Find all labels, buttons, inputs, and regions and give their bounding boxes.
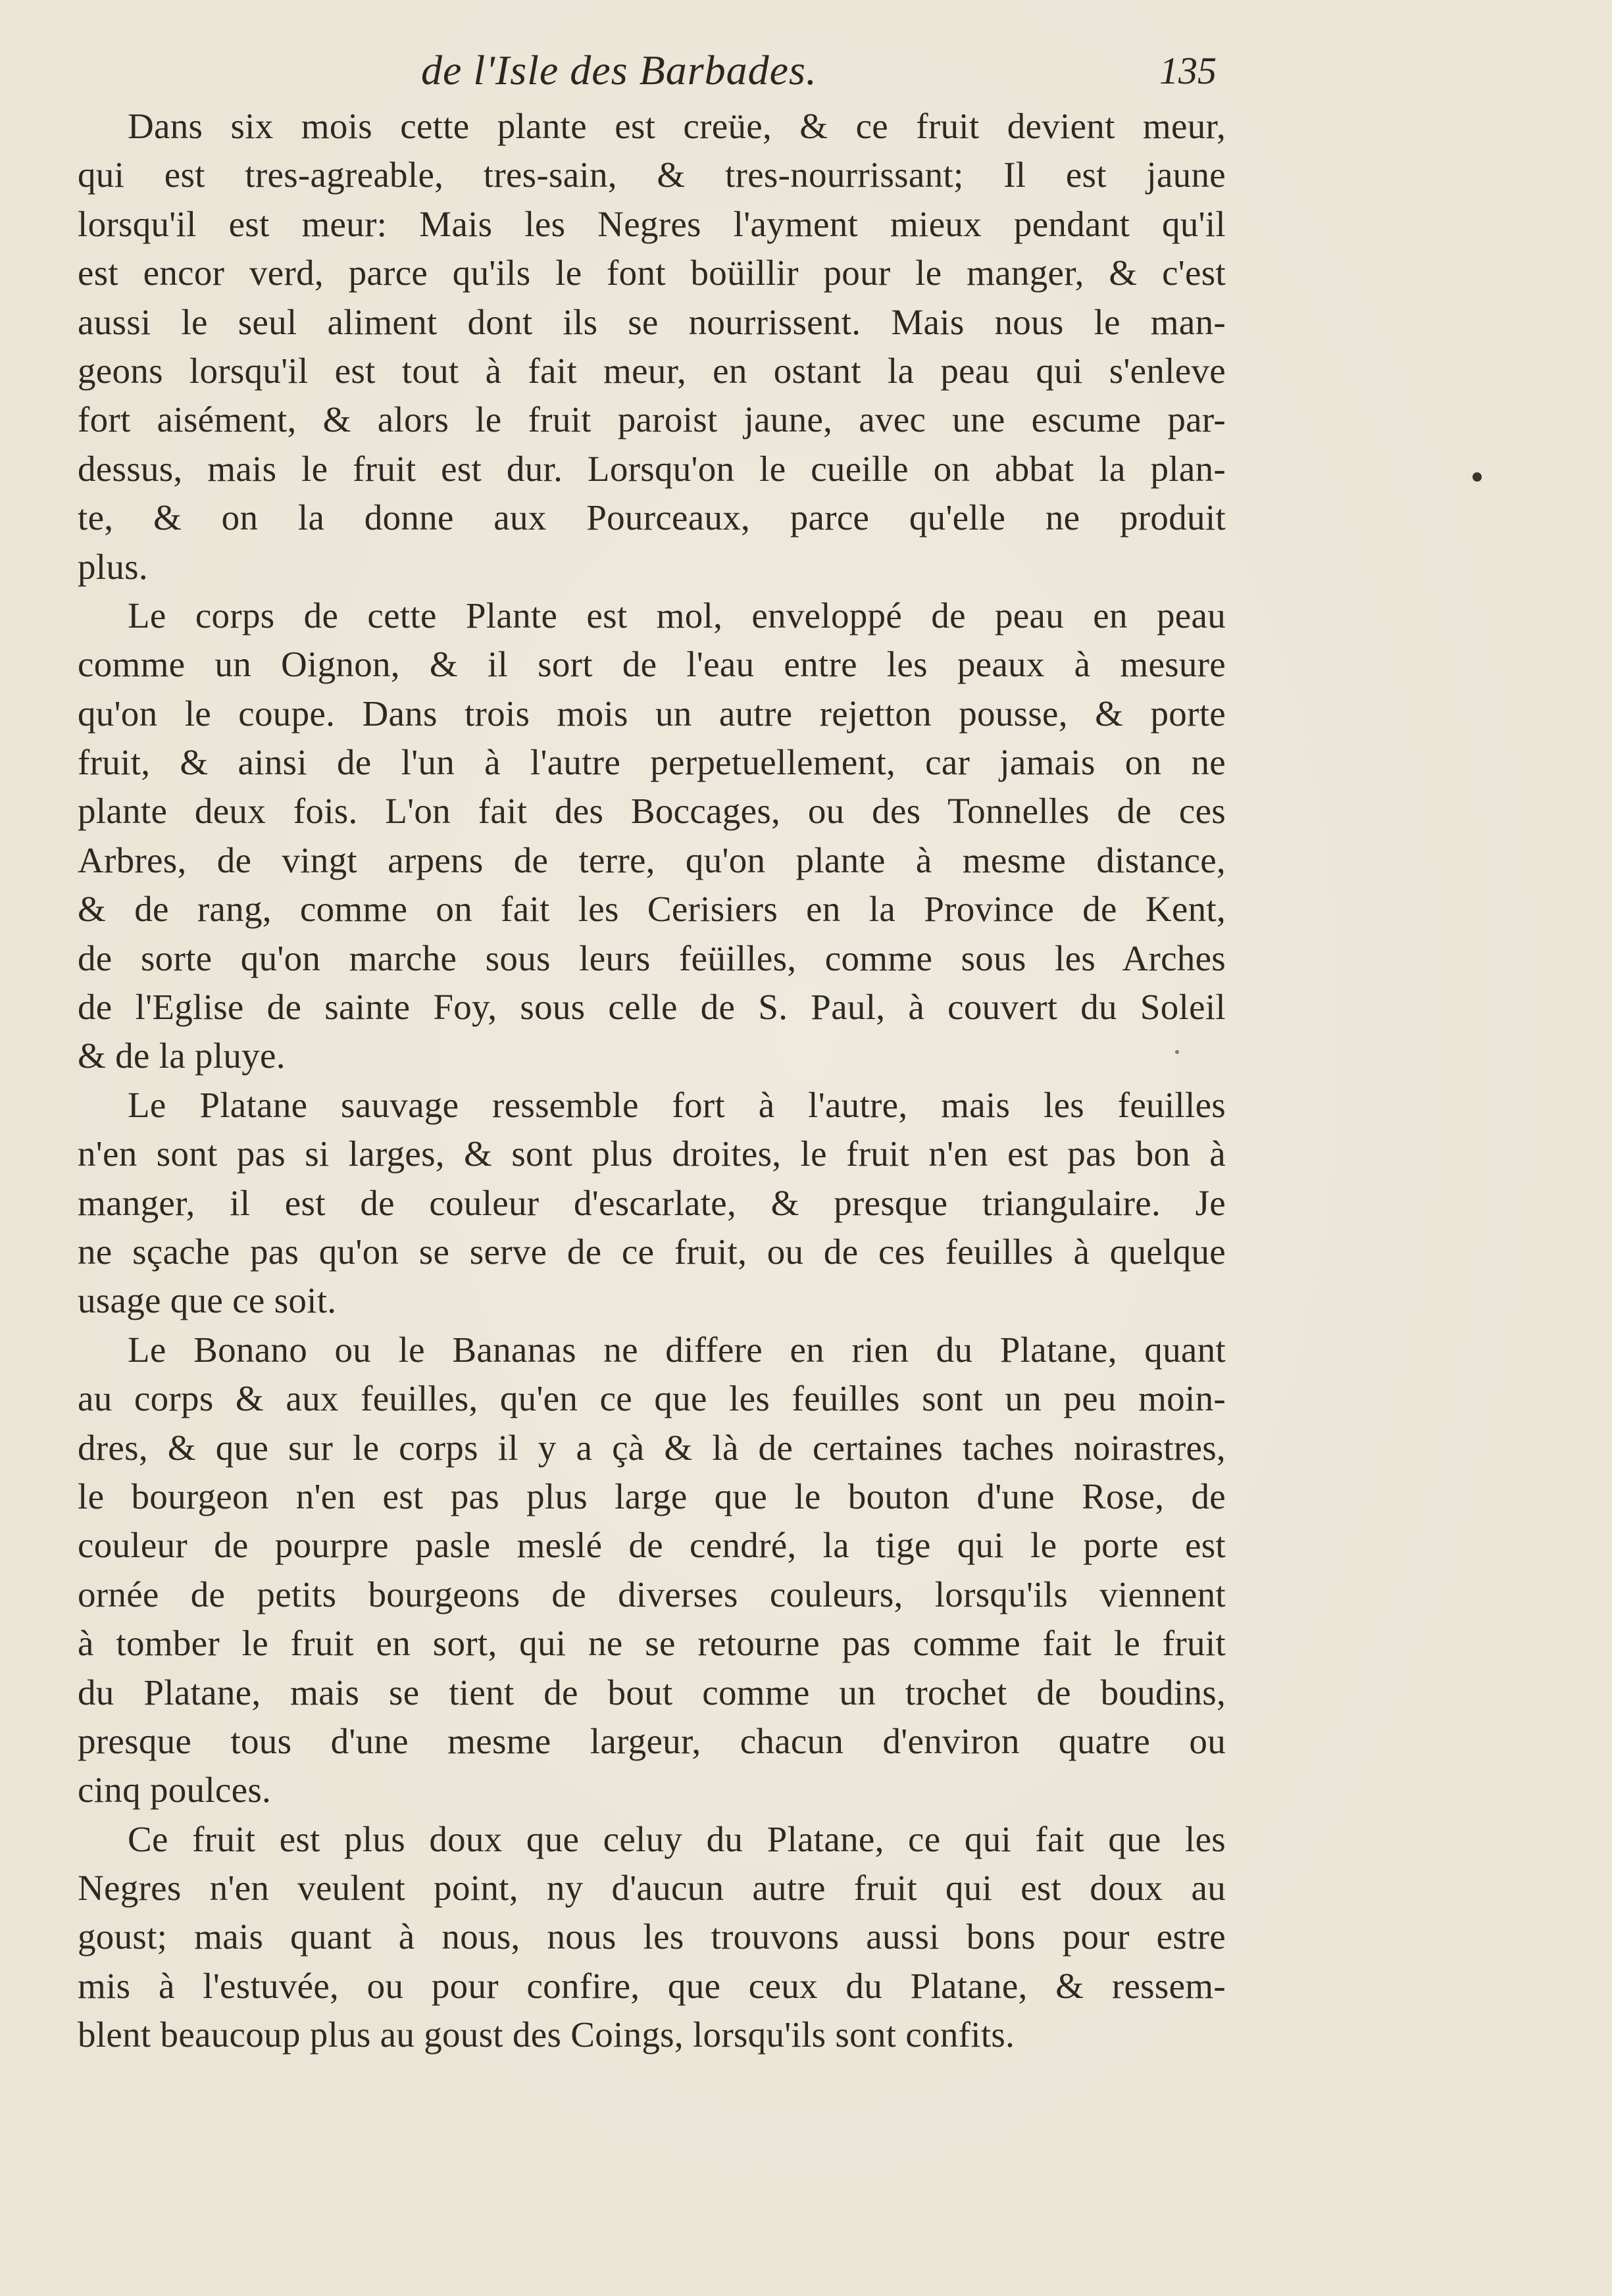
paragraph [78,1326,1226,1815]
text-line: du Platane, mais se tient de bout comme un trochet de boudins, [78,1672,1226,1712]
text-line: presque tous d'une mesme largeur, chacun d'environ quatre ou [78,1720,1226,1761]
text-line: mis à l'estuvée, ou pour confire, que ceux du Platane, & ressem- [78,1965,1226,2006]
text-line: Dans six mois cette plante est creüe, & ce fruit devient meur, [128,106,1226,146]
text-line: cinq poulces. [78,1770,272,1810]
running-title: de l'Isle des Barbades. [421,47,817,93]
ink-speck [1175,1050,1179,1054]
text-line: usage que ce soit. [78,1280,337,1321]
text-line: Le Platane sauvage ressemble fort à l'autre, mais les feuilles [128,1084,1226,1125]
text-line: de sorte qu'on marche sous leurs feüilles, comme sous les Arches [78,937,1226,978]
text-line: dessus, mais le fruit est dur. Lorsqu'on le cueille on abbat la plan- [78,448,1226,489]
text-line: fort aisément, & alors le fruit paroist jaune, avec une escume par- [78,399,1226,440]
text-line: couleur de pourpre pasle meslé de cendré, la tige qui le porte est [78,1525,1226,1566]
text-line: ornée de petits bourgeons de diverses couleurs, lorsqu'ils viennent [78,1574,1226,1614]
text-line: geons lorsqu'il est tout à fait meur, en ostant la peau qui s'enleve [78,350,1226,391]
text-line: Ce fruit est plus doux que celuy du Platane, ce qui fait que les [128,1818,1226,1859]
paragraph [78,102,1226,591]
body-text [78,102,1226,2060]
text-line: plante deux fois. L'on fait des Boccages, ou des Tonnelles de ces [78,791,1226,832]
text-line: plus. [78,546,148,587]
text-line: est encor verd, parce qu'ils le font boüillir pour le manger, & c'est [78,253,1226,293]
text-line: le bourgeon n'en est pas plus large que le bouton d'une Rose, de [78,1476,1226,1516]
text-line: te, & on la donne aux Pourceaux, parce qu'elle ne produit [78,497,1226,538]
text-line: de l'Eglise de sainte Foy, sous celle de S. Paul, à couvert du Soleil [78,987,1226,1028]
text-line: au corps & aux feuilles, qu'en ce que les feuilles sont un peu moin- [78,1378,1226,1419]
paragraph [78,1815,1226,2060]
text-line: Negres n'en veulent point, ny d'aucun autre fruit qui est doux au [78,1868,1226,1909]
paragraph [78,591,1226,1081]
text-line: goust; mais quant à nous, nous les trouvons aussi bons pour estre [78,1916,1226,1957]
text-line: aussi le seul aliment dont ils se nourrissent. Mais nous le man- [78,301,1226,342]
text-line: & de la pluye. [78,1036,286,1076]
text-line: n'en sont pas si larges, & sont plus droites, le fruit n'en est pas bon à [78,1134,1226,1174]
running-head [0,46,1612,99]
text-line: lorsqu'il est meur: Mais les Negres l'ayment mieux pendant qu'il [78,203,1226,244]
text-line: Le corps de cette Plante est mol, enveloppé de peau en peau [128,595,1226,636]
text-line: fruit, & ainsi de l'un à l'autre perpetuellement, car jamais on ne [78,742,1226,783]
text-line: qui est tres-agreable, tres-sain, & tres-nourrissant; Il est jaune [78,155,1226,195]
text-line: blent beaucoup plus au goust des Coings, lorsqu'ils sont confits. [78,2014,1015,2055]
text-line: & de rang, comme on fait les Cerisiers en la Province de Kent, [78,889,1226,930]
ink-speck [1473,472,1482,482]
paragraph [78,1081,1226,1326]
text-line: Arbres, de vingt arpens de terre, qu'on plante à mesme distance, [78,839,1226,880]
text-line: manger, il est de couleur d'escarlate, & presque triangulaire. Je [78,1182,1226,1223]
page-number: 135 [1159,49,1217,92]
text-line: qu'on le coupe. Dans trois mois un autre rejetton pousse, & porte [78,693,1226,734]
text-line: comme un Oignon, & il sort de l'eau entre les peaux à mesure [78,644,1226,685]
text-line: ne sçache pas qu'on se serve de ce fruit, ou de ces feuilles à quelque [78,1231,1226,1272]
text-line: à tomber le fruit en sort, qui ne se retourne pas comme fait le fruit [78,1623,1226,1664]
text-line: dres, & que sur le corps il y a çà & là de certaines taches noirastres, [78,1427,1226,1468]
text-line: Le Bonano ou le Bananas ne differe en rien du Platane, quant [128,1329,1226,1370]
